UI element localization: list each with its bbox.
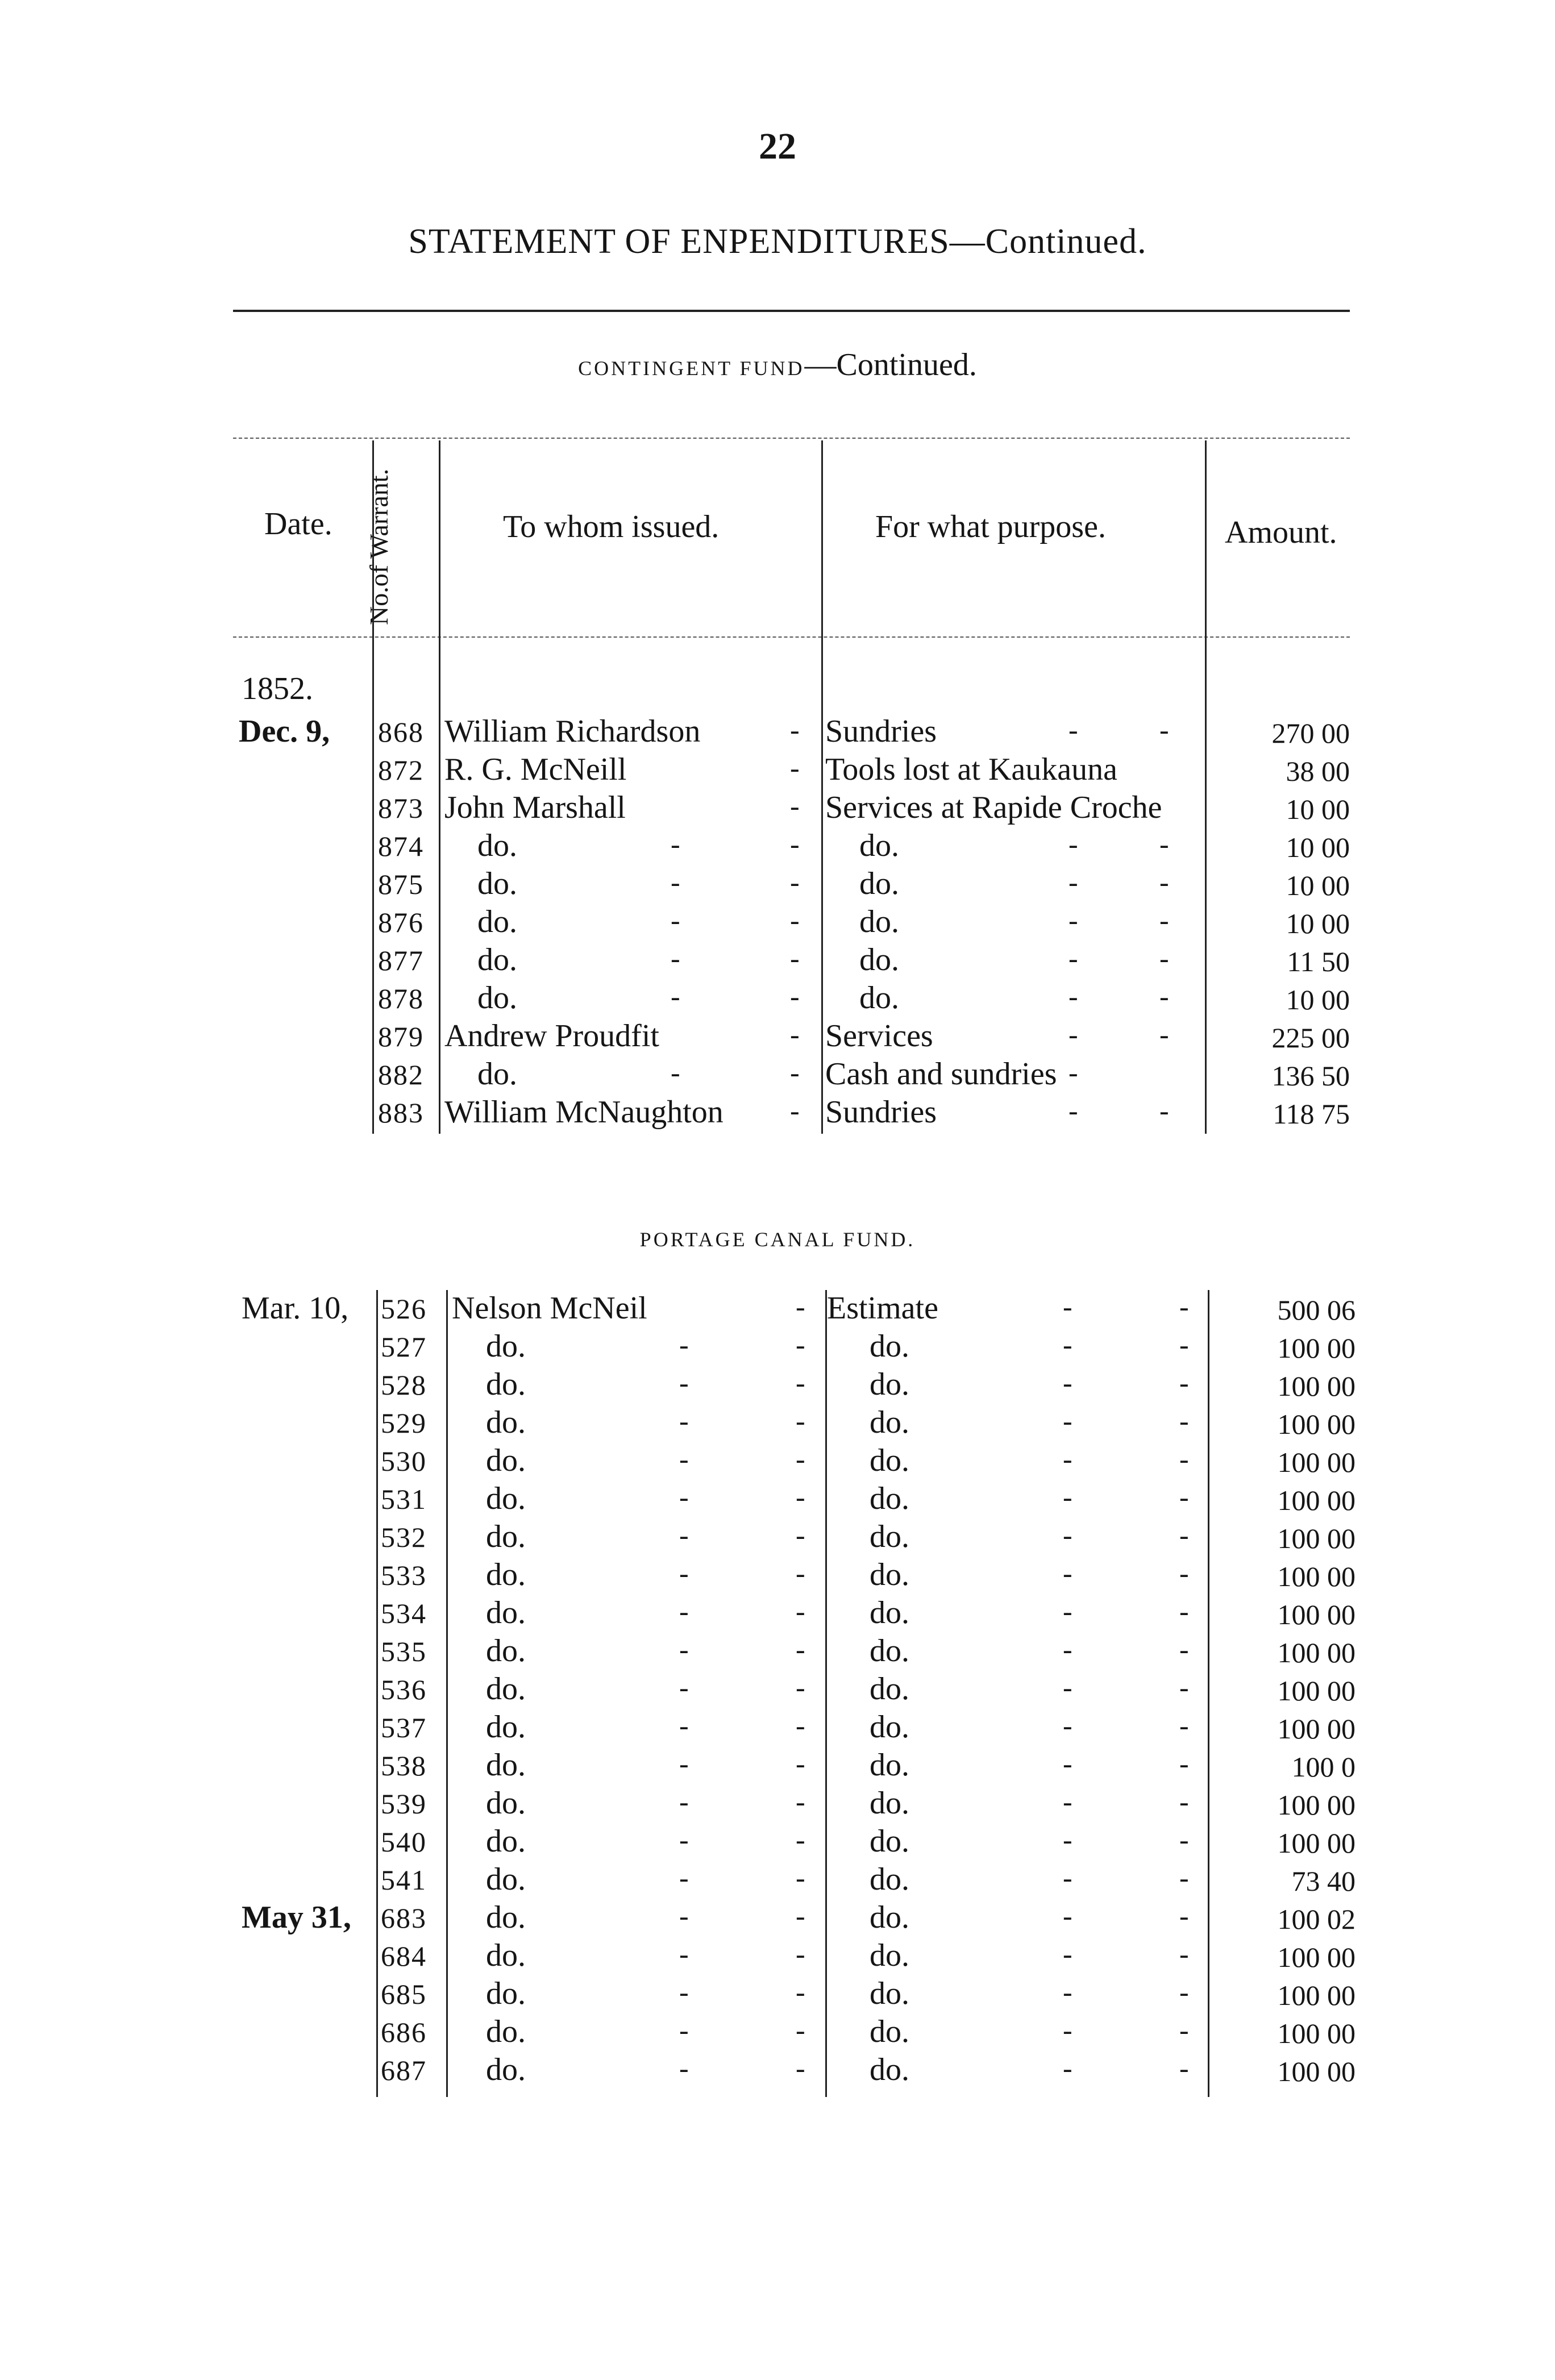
payee-name: do. [486,2014,526,2049]
leader-dash: - [796,1367,805,1399]
leader-dash: - [679,1633,689,1665]
warrant-number: 537 [381,1712,427,1744]
row-date: Mar. 10, [242,1291,349,1326]
leader-dash: - [671,980,680,1012]
leader-dash: - [796,1824,805,1855]
leader-dash: - [1063,1862,1072,1894]
leader-dash: - [790,790,800,822]
leader-dash: - [1063,1747,1072,1779]
purpose-text: do. [870,1481,909,1516]
warrant-number: 535 [381,1636,427,1667]
amount-value: 100 00 [1277,1561,1356,1592]
amount-value: 100 00 [1277,1484,1356,1516]
amount-value: 100 02 [1277,1903,1356,1935]
purpose-text: do. [870,1976,909,2011]
warrant-number: 875 [378,868,424,900]
page-title: STATEMENT OF ENPENDITURES—Continued. [408,222,1147,261]
purpose-text: do. [870,1786,909,1821]
leader-dash: - [1179,2052,1189,2084]
leader-dash: - [679,1367,689,1399]
leader-dash: - [1063,1329,1072,1360]
amount-value: 100 00 [1277,1827,1356,1859]
payee-name: do. [486,1557,526,1592]
amount-value: 100 00 [1277,1522,1356,1554]
amount-value: 100 00 [1277,1979,1356,2011]
amount-value: 10 00 [1286,793,1350,825]
warrant-number: 878 [378,983,424,1014]
payee-name: do. [486,2052,526,2087]
leader-dash: - [796,2014,805,2046]
leader-dash: - [679,1862,689,1894]
leader-dash: - [1063,1900,1072,1932]
warrant-number: 540 [381,1826,427,1858]
purpose-text: do. [870,1329,909,1364]
purpose-text: do. [870,1405,909,1440]
header-date: Date. [264,506,332,542]
leader-dash: - [1179,1976,1189,2008]
warrant-number: 883 [378,1097,424,1129]
leader-dash: - [679,1595,689,1627]
purpose-text: do. [859,942,899,977]
column-rule-warrant [439,440,440,1134]
amount-value: 11 50 [1287,946,1350,977]
leader-dash: - [1179,1709,1189,1741]
payee-name: do. [486,1329,526,1364]
leader-dash: - [796,1747,805,1779]
warrant-number: 879 [378,1021,424,1052]
amount-value: 100 00 [1277,1789,1356,1821]
warrant-number: 872 [378,754,424,786]
warrant-number: 529 [381,1407,427,1439]
leader-dash: - [1159,866,1169,898]
leader-dash: - [790,942,800,974]
leader-dash: - [796,1481,805,1513]
leader-dash: - [1179,1938,1189,1970]
leader-dash: - [1063,1367,1072,1399]
amount-value: 118 75 [1273,1098,1350,1130]
leader-dash: - [1063,1595,1072,1627]
payee-name: do. [486,1862,526,1897]
leader-dash: - [1063,1976,1072,2008]
header-amount: Amount. [1225,515,1337,550]
leader-dash: - [1068,1056,1078,1088]
purpose-text: do. [859,866,899,901]
leader-dash: - [679,2014,689,2046]
payee-name: do. [486,1367,526,1402]
leader-dash: - [1179,1671,1189,1703]
leader-dash: - [1068,714,1078,746]
leader-dash: - [1179,1786,1189,1817]
amount-value: 38 00 [1286,755,1350,787]
leader-dash: - [796,1862,805,1894]
payee-name: do. [477,904,517,939]
purpose-text: do. [870,2014,909,2049]
leader-dash: - [1179,1443,1189,1475]
page-number: 22 [759,126,796,167]
leader-dash: - [796,1443,805,1475]
leader-dash: - [1063,1671,1072,1703]
portage-column-rule-name [825,1290,827,2097]
portage-canal-fund-heading: PORTAGE CANAL FUND. [639,1228,916,1251]
payee-name: John Marshall [444,790,626,825]
leader-dash: - [1063,1557,1072,1589]
payee-name: do. [477,866,517,901]
purpose-text: Services at Rapide Croche [825,790,1162,825]
warrant-number: 686 [381,2016,427,2048]
leader-dash: - [796,1633,805,1665]
amount-value: 10 00 [1286,869,1350,901]
header-to-whom: To whom issued. [503,509,720,544]
leader-dash: - [1068,828,1078,860]
contingent-year: 1852. [242,671,313,706]
payee-name: do. [486,1519,526,1554]
leader-dash: - [679,1709,689,1741]
leader-dash: - [671,1056,680,1088]
leader-dash: - [790,1018,800,1050]
leader-dash: - [790,980,800,1012]
payee-name: do. [486,1938,526,1973]
portage-column-rule-warrant [446,1290,448,2097]
warrant-number: 876 [378,906,424,938]
leader-dash: - [679,1786,689,1817]
leader-dash: - [790,1095,800,1126]
warrant-number: 684 [381,1940,427,1972]
payee-name: do. [486,1824,526,1859]
warrant-number: 534 [381,1597,427,1629]
leader-dash: - [796,1786,805,1817]
amount-value: 500 06 [1277,1294,1356,1326]
purpose-text: do. [870,2052,909,2087]
amount-value: 100 00 [1277,2017,1356,2049]
payee-name: do. [477,980,517,1016]
warrant-number: 527 [381,1331,427,1363]
purpose-text: do. [870,1557,909,1592]
leader-dash: - [790,1056,800,1088]
leader-dash: - [1179,1405,1189,1437]
payee-name: do. [486,1900,526,1935]
purpose-text: do. [870,1900,909,1935]
amount-value: 100 00 [1277,1408,1356,1440]
leader-dash: - [796,1329,805,1360]
contingent-fund-caps: CONTINGENT FUND [578,357,805,380]
leader-dash: - [1179,1481,1189,1513]
leader-dash: - [679,2052,689,2084]
payee-name: do. [486,1976,526,2011]
contingent-fund-heading [0,347,1555,383]
warrant-number: 531 [381,1483,427,1515]
row-date: May 31, [242,1900,351,1935]
leader-dash: - [790,904,800,936]
purpose-text: do. [870,1938,909,1973]
column-rule-date [372,440,374,1134]
amount-value: 10 00 [1286,831,1350,863]
leader-dash: - [1063,2014,1072,2046]
leader-dash: - [1063,1938,1072,1970]
leader-dash: - [796,1405,805,1437]
leader-dash: - [1063,2052,1072,2084]
payee-name: do. [486,1443,526,1478]
amount-value: 100 0 [1291,1751,1356,1783]
warrant-number: 873 [378,792,424,824]
leader-dash: - [671,942,680,974]
leader-dash: - [1179,1519,1189,1551]
leader-dash: - [679,1938,689,1970]
payee-name: Andrew Proudfit [444,1018,659,1054]
leader-dash: - [1159,980,1169,1012]
leader-dash: - [679,1557,689,1589]
header-purpose: For what purpose. [875,509,1106,544]
leader-dash: - [679,1747,689,1779]
leader-dash: - [1179,1367,1189,1399]
amount-value: 100 00 [1277,1941,1356,1973]
purpose-text: do. [870,1747,909,1783]
contingent-fund-continued: —Continued. [804,347,977,382]
leader-dash: - [1159,828,1169,860]
leader-dash: - [1159,904,1169,936]
header-bottom-rule [233,636,1350,638]
payee-name: Nelson McNeil [452,1291,647,1326]
warrant-number: 530 [381,1445,427,1477]
amount-value: 100 00 [1277,1332,1356,1364]
warrant-number: 685 [381,1978,427,2010]
amount-value: 100 00 [1277,1599,1356,1630]
purpose-text: Estimate [827,1291,938,1326]
warrant-number: 874 [378,830,424,862]
leader-dash: - [1179,1329,1189,1360]
payee-name: do. [486,1633,526,1669]
warrant-number: 528 [381,1369,427,1401]
purpose-text: do. [870,1443,909,1478]
purpose-text: do. [870,1671,909,1707]
portage-column-rule-date [376,1290,378,2097]
leader-dash: - [679,1671,689,1703]
leader-dash: - [671,866,680,898]
leader-dash: - [1068,904,1078,936]
leader-dash: - [1068,942,1078,974]
warrant-number: 683 [381,1902,427,1934]
leader-dash: - [790,866,800,898]
purpose-text: do. [870,1633,909,1669]
amount-value: 10 00 [1286,908,1350,939]
leader-dash: - [796,1938,805,1970]
column-rule-name [821,440,823,1134]
amount-value: 100 00 [1277,1637,1356,1669]
payee-name: do. [486,1595,526,1630]
leader-dash: - [790,714,800,746]
leader-dash: - [790,752,800,784]
warrant-number: 538 [381,1750,427,1782]
leader-dash: - [679,1824,689,1855]
payee-name: do. [486,1671,526,1707]
amount-value: 225 00 [1271,1022,1350,1054]
leader-dash: - [1063,1519,1072,1551]
leader-dash: - [1068,980,1078,1012]
warrant-number: 877 [378,944,424,976]
leader-dash: - [1179,1291,1189,1322]
title-rule [233,310,1350,312]
purpose-text: Sundries [825,714,937,749]
leader-dash: - [1179,2014,1189,2046]
payee-name: William Richardson [444,714,701,749]
leader-dash: - [1063,1633,1072,1665]
amount-value: 73 40 [1291,1865,1356,1897]
leader-dash: - [1179,1900,1189,1932]
purpose-text: Cash and sundries [825,1056,1057,1092]
warrant-number: 539 [381,1788,427,1820]
leader-dash: - [671,904,680,936]
leader-dash: - [671,828,680,860]
warrant-number: 868 [378,716,424,748]
payee-name: William McNaughton [444,1095,724,1130]
leader-dash: - [796,1595,805,1627]
leader-dash: - [790,828,800,860]
leader-dash: - [796,1291,805,1322]
leader-dash: - [1063,1786,1072,1817]
purpose-text: Sundries [825,1095,937,1130]
purpose-text: do. [870,1367,909,1402]
amount-value: 100 00 [1277,1713,1356,1745]
leader-dash: - [1068,1018,1078,1050]
payee-name: do. [486,1405,526,1440]
purpose-text: do. [870,1519,909,1554]
leader-dash: - [1063,1824,1072,1855]
leader-dash: - [679,1481,689,1513]
leader-dash: - [1063,1481,1072,1513]
leader-dash: - [796,2052,805,2084]
leader-dash: - [1159,1018,1169,1050]
leader-dash: - [1068,866,1078,898]
amount-value: 100 00 [1277,1675,1356,1707]
amount-value: 10 00 [1286,984,1350,1016]
amount-value: 100 00 [1277,1446,1356,1478]
leader-dash: - [1063,1291,1072,1322]
warrant-number: 882 [378,1059,424,1091]
payee-name: do. [486,1786,526,1821]
purpose-text: do. [859,828,899,863]
row-date: Dec. 9, [239,714,330,749]
leader-dash: - [1063,1709,1072,1741]
leader-dash: - [1179,1633,1189,1665]
leader-dash: - [1179,1824,1189,1855]
leader-dash: - [679,1329,689,1360]
payee-name: do. [486,1709,526,1745]
payee-name: R. G. McNeill [444,752,627,787]
leader-dash: - [1179,1595,1189,1627]
warrant-number: 526 [381,1293,427,1325]
purpose-text: Services [825,1018,933,1054]
leader-dash: - [796,1976,805,2008]
amount-value: 100 00 [1277,1370,1356,1402]
leader-dash: - [679,1405,689,1437]
table-top-rule [233,438,1350,439]
purpose-text: do. [870,1709,909,1745]
header-warrant-no: No.of Warrant. [364,468,393,625]
amount-value: 136 50 [1271,1060,1350,1092]
warrant-number: 532 [381,1521,427,1553]
warrant-number: 533 [381,1559,427,1591]
leader-dash: - [796,1671,805,1703]
leader-dash: - [679,1976,689,2008]
payee-name: do. [477,1056,517,1092]
leader-dash: - [796,1900,805,1932]
leader-dash: - [679,1443,689,1475]
leader-dash: - [1179,1747,1189,1779]
warrant-number: 541 [381,1864,427,1896]
purpose-text: do. [870,1595,909,1630]
leader-dash: - [679,1519,689,1551]
amount-value: 100 00 [1277,2056,1356,2087]
leader-dash: - [1063,1443,1072,1475]
amount-value: 270 00 [1271,717,1350,749]
purpose-text: do. [870,1824,909,1859]
leader-dash: - [1159,942,1169,974]
leader-dash: - [1063,1405,1072,1437]
purpose-text: Tools lost at Kaukauna [825,752,1117,787]
payee-name: do. [486,1481,526,1516]
leader-dash: - [1159,1095,1169,1126]
leader-dash: - [1068,1095,1078,1126]
payee-name: do. [477,828,517,863]
leader-dash: - [1179,1557,1189,1589]
warrant-number: 536 [381,1674,427,1705]
purpose-text: do. [859,980,899,1016]
leader-dash: - [1179,1862,1189,1894]
purpose-text: do. [859,904,899,939]
payee-name: do. [477,942,517,977]
leader-dash: - [796,1519,805,1551]
payee-name: do. [486,1747,526,1783]
leader-dash: - [679,1900,689,1932]
purpose-text: do. [870,1862,909,1897]
leader-dash: - [796,1557,805,1589]
warrant-number: 687 [381,2054,427,2086]
leader-dash: - [796,1709,805,1741]
leader-dash: - [1159,714,1169,746]
